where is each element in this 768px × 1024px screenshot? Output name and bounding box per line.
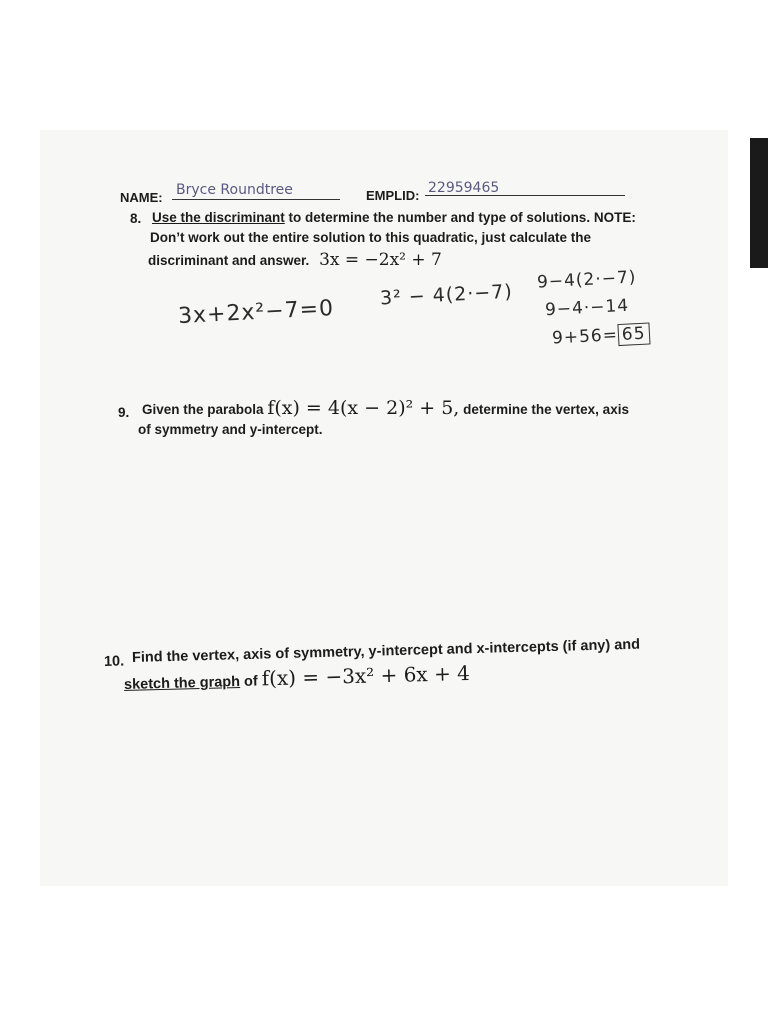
q9-number: 9. <box>118 405 130 420</box>
q9-line1 <box>142 398 702 420</box>
name-handwritten: Bryce Roundtree <box>176 182 293 198</box>
name-line <box>172 199 340 200</box>
q9-text3: of symmetry and y-intercept. <box>138 422 323 437</box>
q8-number: 8. <box>130 211 142 226</box>
q8-work-step3: 9−4·−14 <box>544 295 630 321</box>
q8-discriminant-link: Use the discriminant <box>152 210 285 225</box>
name-label: NAME: <box>120 190 163 205</box>
q8-work-step4 <box>552 323 650 348</box>
q8-text1: to determine the number and type of solutions. NOTE: <box>284 210 636 225</box>
page-edge-shadow <box>750 138 768 268</box>
q10-sketch-link: sketch the graph <box>123 673 241 693</box>
q10-number: 10. <box>103 653 125 670</box>
q8-work-step2: 9−4(2·−7) <box>536 267 637 293</box>
emplid-label: EMPLID: <box>366 188 420 203</box>
q8-line3 <box>148 250 442 271</box>
emplid-line <box>425 195 625 196</box>
q8-text2: Don’t work out the entire solution to this quadratic, just calculate the <box>150 230 592 245</box>
q8-equation: 3x = −2x² + 7 <box>319 250 442 270</box>
q10-text1: Find the vertex, axis of symmetry, y-intercept and x-intercepts (if any) and <box>131 636 641 666</box>
q9-text1: Given the parabola <box>142 402 264 417</box>
q10-text2: of <box>239 673 258 690</box>
q9-text2: determine the vertex, axis <box>463 402 629 417</box>
q8-text3: discriminant and answer. <box>148 253 310 268</box>
q10-function: f(x) = −3x² + 6x + 4 <box>261 660 471 691</box>
q9-function: f(x) = 4(x − 2)² + 5, <box>267 397 460 419</box>
q8-work-step4-text: 9+56= <box>551 325 619 349</box>
emplid-handwritten: 22959465 <box>428 180 500 196</box>
q8-work-step1: 3² − 4(2·−7) <box>379 280 514 310</box>
q8-answer-box: 65 <box>617 322 650 346</box>
q8-work-rearranged: 3x+2x²−7=0 <box>177 295 335 330</box>
q8-line1 <box>152 208 672 228</box>
